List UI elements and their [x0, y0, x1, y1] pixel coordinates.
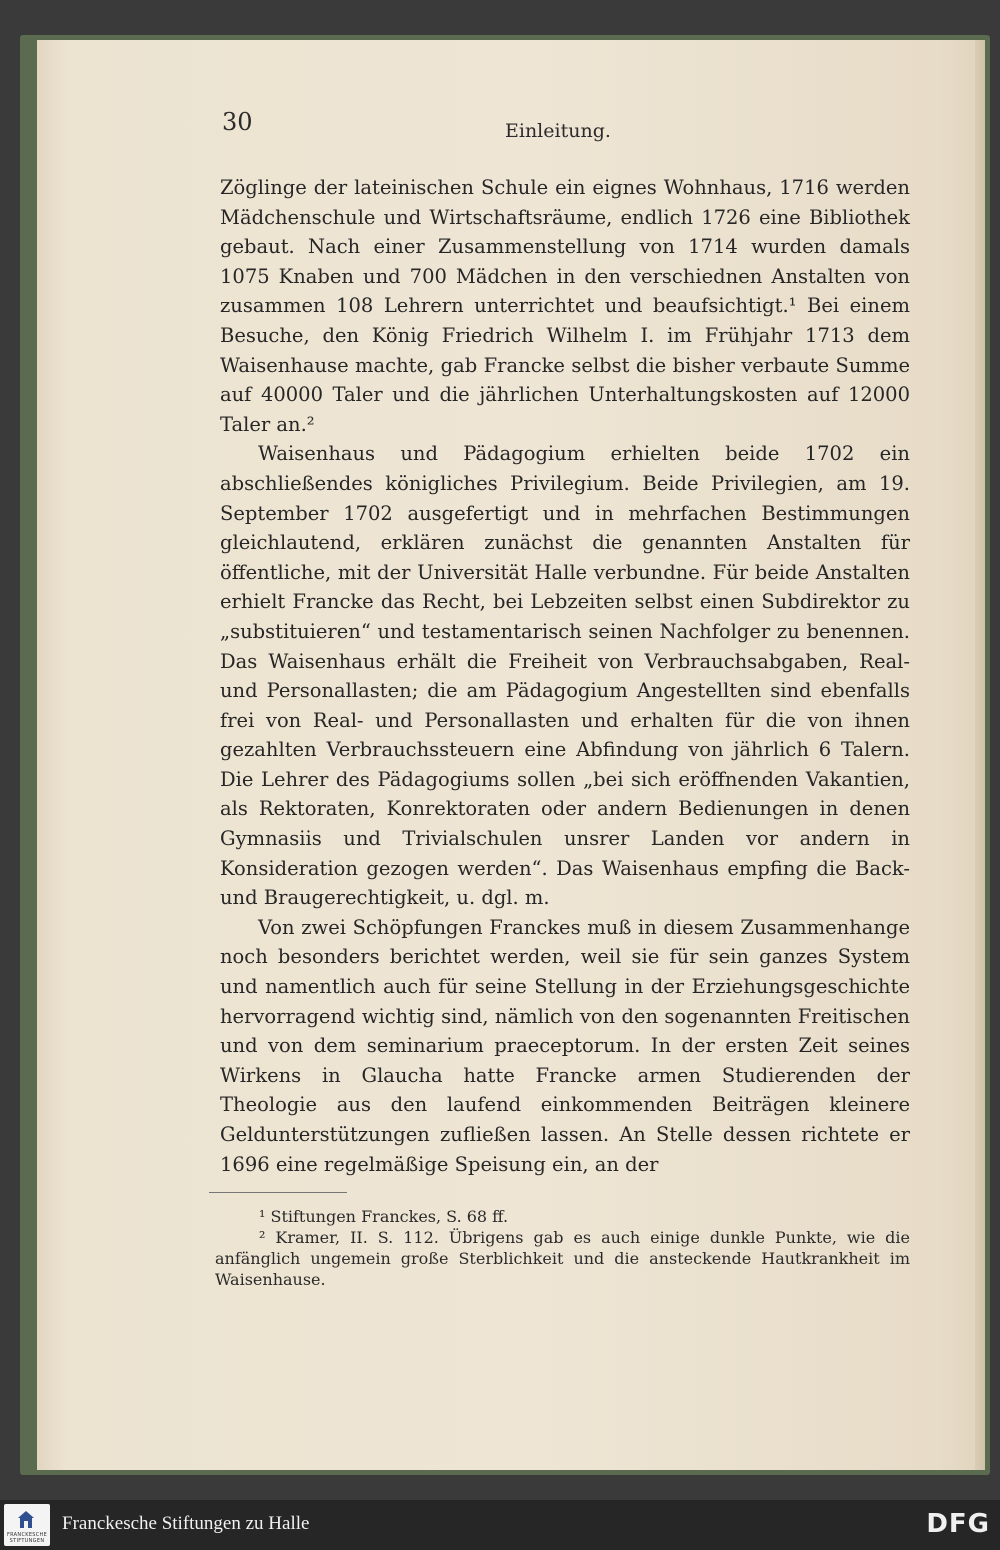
body-text [220, 173, 910, 1179]
logo-text: FRANCKESCHE STIFTUNGEN [6, 1532, 48, 1544]
building-icon [16, 1510, 36, 1530]
running-head: Einleitung. [505, 120, 611, 142]
page-edge [975, 40, 985, 1470]
viewer-footer [0, 1500, 1000, 1550]
footnote-1: ¹ Stiftungen Franckes, S. 68 ff. [259, 1207, 509, 1226]
footnote-2: ² Kramer, II. S. 112. Übrigens gab es auch einige dunkle Punkte, wie die anfänglich ungemein große Sterblichkeit und die ansteckende Hautkrankheit im Waisenhause. [215, 1228, 910, 1289]
paragraph-1: Zöglinge der lateinischen Schule ein eignes Wohnhaus, 1716 werden Mädchenschule und Wirtschaftsräume, endlich 1726 eine Bibliothek gebaut. Nach einer Zusammenstellung von 1714 wurden damals 1075 Knaben und 700 Mädchen in den verschiednen Anstalten von zusammen 108 Lehrern unterrichtet und beaufsichtigt.¹ Bei einem Besuche, den König Friedrich Wilhelm I. im Frühjahr 1713 dem Waisenhause machte, gab Francke selbst die bisher verbaute Summe auf 40000 Taler und die jährlichen Unterhaltungskosten auf 12000 Taler an.² [220, 176, 910, 436]
dfg-logo[interactable]: DFG [926, 1509, 990, 1539]
footnote-rule [209, 1192, 347, 1193]
page-number: 30 [222, 108, 253, 136]
institution-name[interactable]: Franckesche Stiftungen zu Halle [62, 1513, 310, 1534]
paragraph-2: Waisenhaus und Pädagogium erhielten beide 1702 ein abschließendes königliches Privilegium. Beide Privilegien, am 19. September 1702 ausgefertigt und in mehrfachen Bestimmungen gleichlautend, erklären zunächst die genannten Anstalten für öffentliche, mit der Universität Halle verbundne. Für beide Anstalten erhielt Francke das Recht, bei Lebzeiten selbst einen Subdirektor zu „substituieren“ und testamentarisch seinen Nachfolger zu benennen. Das Waisenhaus erhält die Freiheit von Verbrauchsabgaben, Real- und Personallasten; die am Pädagogium Angestellten sind ebenfalls frei von Real- und Personallasten und erhalten für die von ihnen gezahlten Verbrauchssteuern eine Abfindung von jährlich 6 Talern. Die Lehrer des Pädagogiums sollen „bei sich eröffnenden Vakantien, als Rektoraten, Konrektoraten oder andern Bedienungen in denen Gymnasiis und Trivialschulen unsrer Landen vor andern in Konsideration gezogen werden“. Das Waisenhaus empfing die Back- und Braugerechtigkeit, u. dgl. m. [220, 442, 910, 910]
paragraph-3: Von zwei Schöpfungen Franckes muß in diesem Zusammenhange noch besonders berichtet werden, weil sie für sein ganzes System und namentlich auch für seine Stellung in der Erziehungsgeschichte hervorragend wichtig sind, nämlich von den sogenannten Freitischen und von dem seminarium praeceptorum. In der ersten Zeit seines Wirkens in Glaucha hatte Francke armen Studierenden der Theologie aus den laufend einkommenden Beiträgen kleinere Geldunterstützungen zufließen lassen. An Stelle dessen richtete er 1696 eine regelmäßige Speisung ein, an der [220, 915, 910, 1176]
franckesche-stiftungen-logo-icon[interactable] [4, 1504, 50, 1546]
footnotes [215, 1206, 910, 1290]
